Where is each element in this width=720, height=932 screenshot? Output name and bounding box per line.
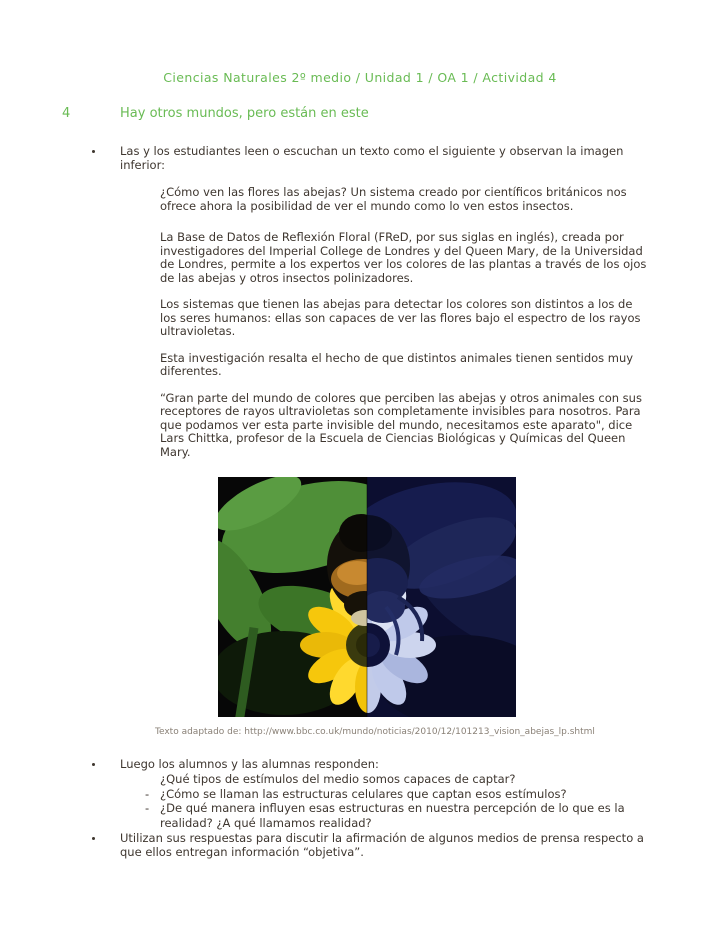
course-breadcrumb-title: Ciencias Naturales 2º medio / Unidad 1 / OA 1 / Actividad 4	[163, 70, 557, 85]
bee-uv-figure	[155, 477, 720, 738]
reading-paragraph: ¿Cómo ven las flores las abejas? Un sistema creado por científicos británicos nos ofrece ahora la posibilidad de ver el mundo como lo ven estos insectos.	[160, 185, 627, 213]
figure-caption: Texto adaptado de: http://www.bbc.co.uk/mundo/noticias/2010/12/101213_vision_abejas_lp.shtml	[155, 727, 595, 737]
reading-text-block	[160, 186, 652, 459]
question-marker: -	[145, 786, 150, 801]
question-item	[145, 801, 650, 830]
reading-paragraph: La Base de Datos de Reflexión Floral (FReD, por sus siglas en inglés), creada por investigadores del Imperial College de Londres y del Queen Mary, de la Universidad de Londres, permite a los expertos ver los colores de las plantas a través de los ojos de las abejas y otros insectos polinizadores.	[160, 230, 647, 285]
respond-instruction	[0, 757, 720, 771]
bullet-dot-icon	[92, 763, 95, 766]
question-marker	[145, 772, 160, 787]
activity-title: Hay otros mundos, pero están en este	[120, 106, 369, 121]
question-item	[145, 772, 650, 787]
final-instruction-text: Utilizan sus respuestas para discutir la afirmación de algunos medios de prensa respecto a que ellos entregan información “objetiva”.	[120, 831, 644, 859]
bee-uv-photo	[218, 477, 516, 717]
respond-instruction-text: Luego los alumnos y las alumnas responden:	[120, 757, 379, 771]
reading-paragraph: Esta investigación resalta el hecho de que distintos animales tienen sentidos muy diferentes.	[160, 350, 634, 378]
activity-heading	[0, 106, 720, 121]
reading-paragraph: Los sistemas que tienen las abejas para detectar los colores son distintos a los de los seres humanos: ellas son capaces de ver las flores bajo el espectro de los rayos ultravioletas.	[160, 297, 641, 338]
reading-paragraph: “Gran parte del mundo de colores que perciben las abejas y otros animales con sus receptores de rayos ultravioletas son completamente invisibles para nosotros. Para que podamos ver esta parte invisible del mundo, necesitamos este aparato", dice Lars Chittka, profesor de la Escuela de Ciencias Biológicas y Químicas del Queen Mary.	[160, 390, 642, 459]
question-item	[145, 787, 650, 802]
final-instruction	[0, 831, 720, 859]
question-list	[145, 772, 650, 830]
intro-instruction	[0, 144, 720, 172]
question-marker: -	[145, 801, 150, 815]
question-text: ¿De qué manera influyen esas estructuras en nuestra percepción de lo que es la realidad? ¿A qué llamamos realidad?	[160, 801, 625, 830]
question-text: ¿Qué tipos de estímulos del medio somos capaces de captar?	[160, 772, 516, 786]
question-text: ¿Cómo se llaman las estructuras celulares que captan esos estímulos?	[160, 786, 567, 801]
bullet-dot-icon	[92, 837, 95, 840]
activity-number: 4	[62, 106, 71, 121]
bullet-dot-icon	[92, 150, 95, 153]
intro-instruction-text: Las y los estudiantes leen o escuchan un texto como el siguiente y observan la imagen inferior:	[120, 144, 624, 172]
